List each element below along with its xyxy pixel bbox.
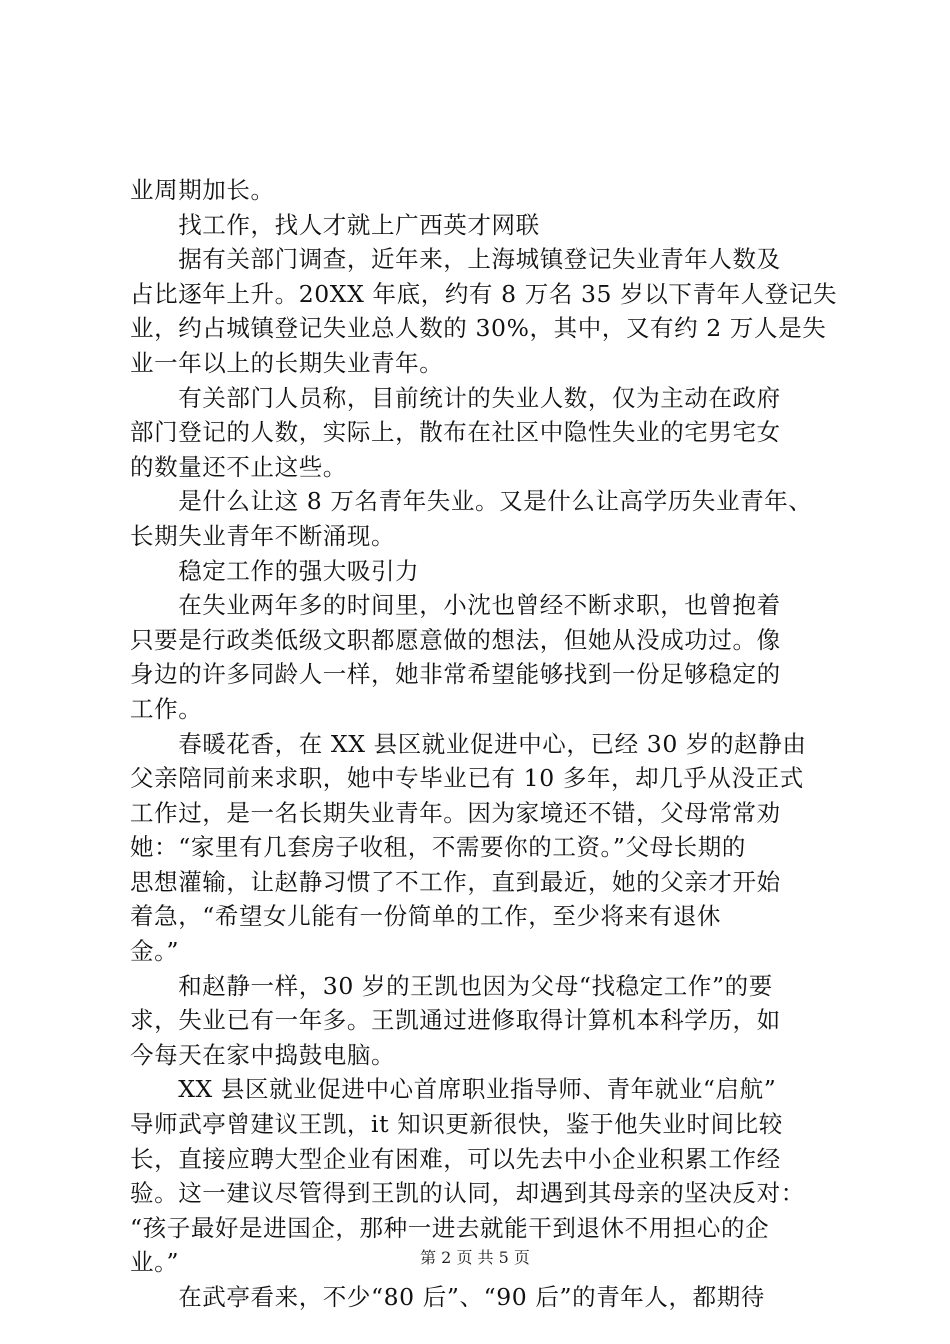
text-line: 求，失业已有一年多。王凯通过进修取得计算机本科学历，如 xyxy=(130,1006,781,1035)
text-line: 在失业两年多的时间里，小沈也曾经不断求职，也曾抱着 xyxy=(130,591,781,620)
text-line: 导师武亭曾建议王凯，it 知识更新很快，鉴于他失业时间比较 xyxy=(130,1110,783,1139)
text-line: 的数量还不止这些。 xyxy=(130,452,347,481)
text-line: 只要是行政类低级文职都愿意做的想法，但她从没成功过。像 xyxy=(130,625,781,654)
text-line: 占比逐年上升。20XX 年底，约有 8 万名 35 岁以下青年人登记失 xyxy=(130,279,838,308)
text-line: 她：“家里有几套房子收租，不需要你的工资。”父母长期的 xyxy=(130,833,746,862)
text-line: 业周期加长。 xyxy=(130,176,275,204)
text-line: 金。” xyxy=(130,937,180,966)
text-line: 验。这一建议尽管得到王凯的认同，却遇到其母亲的坚决反对： xyxy=(130,1179,805,1208)
text-line: 着急，“希望女儿能有一份简单的工作，至少将来有退休 xyxy=(130,902,722,931)
document-body xyxy=(130,173,850,1315)
text-line: 长期失业青年不断涌现。 xyxy=(130,521,396,550)
text-line: 今每天在家中捣鼓电脑。 xyxy=(130,1040,396,1069)
text-line: “孩子最好是进国企，那种一进去就能干到退休不用担心的企 xyxy=(130,1213,770,1242)
text-line: 部门登记的人数，实际上，散布在社区中隐性失业的宅男宅女 xyxy=(130,418,781,447)
text-line: 业一年以上的长期失业青年。 xyxy=(130,348,444,377)
text-line: 有关部门人员称，目前统计的失业人数，仅为主动在政府 xyxy=(130,383,781,412)
text-line: 工作过，是一名长期失业青年。因为家境还不错，父母常常劝 xyxy=(130,798,781,827)
text-line: 业，约占城镇登记失业总人数的 30%，其中，又有约 2 万人是失 xyxy=(130,314,827,343)
text-line: 春暖花香，在 XX 县区就业促进中心，已经 30 岁的赵静由 xyxy=(130,729,807,758)
text-line: XX 县区就业促进中心首席职业指导师、青年就业“启航” xyxy=(130,1075,777,1104)
text-line: 是什么让这 8 万名青年失业。又是什么让高学历失业青年、 xyxy=(130,487,813,516)
text-line: 业。” xyxy=(130,1248,180,1277)
page-footer: 第 2 页 共 5 页 xyxy=(420,1248,530,1267)
text-line: 找工作，找人才就上广西英才网联 xyxy=(130,210,540,239)
text-line: 在武亭看来，不少“80 后”、“90 后”的青年人，都期待 xyxy=(130,1283,765,1311)
text-line: 长，直接应聘大型企业有困难，可以先去中小企业积累工作经 xyxy=(130,1144,781,1173)
text-line: 工作。 xyxy=(130,694,203,723)
text-line: 父亲陪同前来求职，她中专毕业已有 10 多年，却几乎从没正式 xyxy=(130,764,804,793)
text-line: 稳定工作的强大吸引力 xyxy=(130,556,420,585)
text-line: 身边的许多同龄人一样，她非常希望能够找到一份足够稳定的 xyxy=(130,660,781,689)
text-line: 思想灌输，让赵静习惯了不工作，直到最近，她的父亲才开始 xyxy=(130,867,781,896)
text-line: 和赵静一样，30 岁的王凯也因为父母“找稳定工作”的要 xyxy=(130,971,773,1000)
text-line: 据有关部门调查，近年来，上海城镇登记失业青年人数及 xyxy=(130,245,781,274)
